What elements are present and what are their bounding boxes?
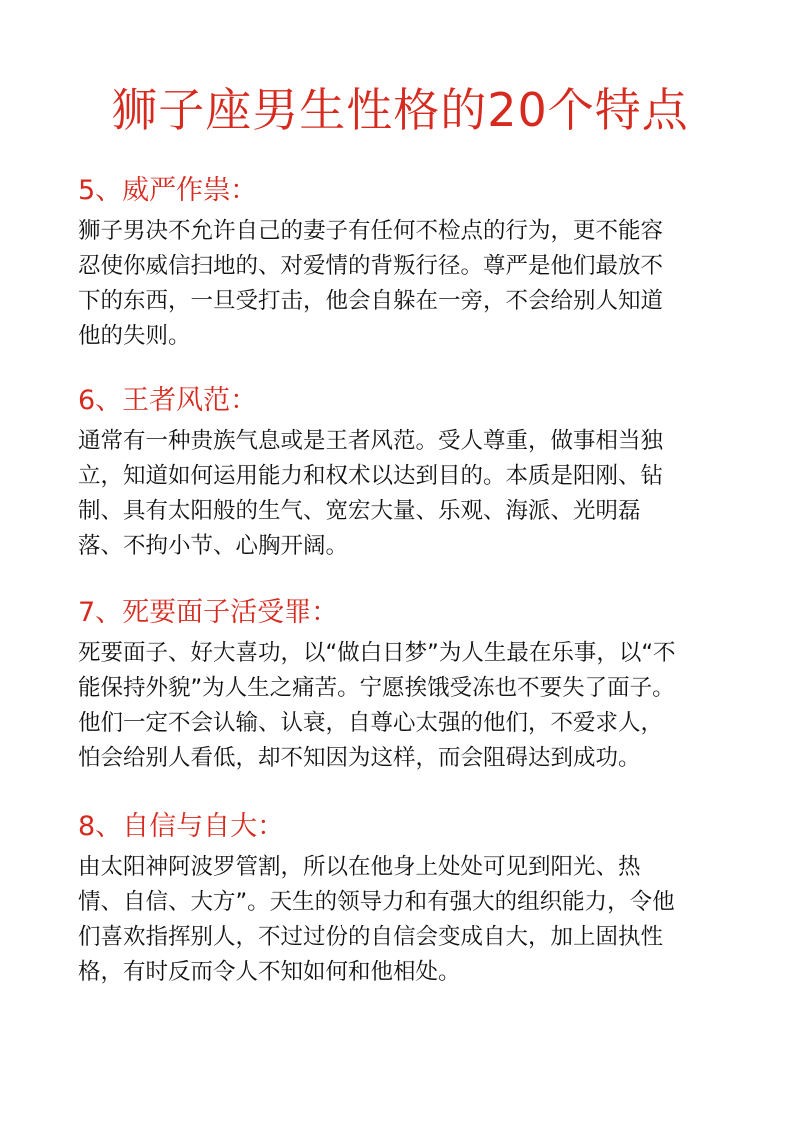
body-line: 落、不拘小节、心胸开阔。: [78, 533, 349, 559]
section-heading: 6、王者风范：: [78, 385, 258, 416]
body-line: 格，有时反而令人不知如何和他相处。: [78, 959, 461, 985]
body-line: 能保持外貌”为人生之痛苦。宁愿挨饿受冻也不要失了面子。: [78, 675, 675, 701]
section-6: [78, 384, 738, 564]
body-line: 下的东西，一旦受打击，他会自躲在一旁，不会给别人知道: [78, 288, 664, 314]
body-line: 他们一定不会认输、认衰，自尊心太强的他们，不爱求人，: [78, 710, 664, 736]
section-heading: 5、威严作祟：: [78, 175, 258, 206]
body-line: 他的失则。: [78, 323, 191, 349]
section-8: [78, 810, 738, 990]
section-7: [78, 596, 738, 776]
body-line: 们喜欢指挥别人，不过过份的自信会变成自大，加上固执性: [78, 924, 664, 950]
section-5: [78, 174, 738, 354]
body-line: 通常有一种贵族气息或是王者风范。受人尊重，做事相当独: [78, 428, 664, 454]
section-body: [78, 214, 738, 354]
body-line: 立，知道如何运用能力和权术以达到目的。本质是阳刚、钻: [78, 463, 664, 489]
section-heading: 8、自信与自大：: [78, 811, 285, 842]
body-line: 忍使你威信扫地的、对爱情的背叛行径。尊严是他们最放不: [78, 253, 664, 279]
body-line: 情、自信、大方”。天生的领导力和有强大的组织能力，令他: [78, 889, 675, 915]
body-line: 制、具有太阳般的生气、宽宏大量、乐观、海派、光明磊: [78, 498, 641, 524]
body-line: 死要面子、好大喜功，以“做白日梦”为人生最在乐事，以“不: [78, 640, 676, 666]
section-body: [78, 424, 738, 564]
body-line: 由太阳神阿波罗管割，所以在他身上处处可见到阳光、热: [78, 854, 641, 880]
body-line: 狮子男决不允许自己的妻子有任何不检点的行为，更不能容: [78, 218, 664, 244]
section-body: [78, 850, 738, 990]
section-body: [78, 636, 738, 776]
page-title: 狮子座男生性格的20个特点: [111, 83, 689, 137]
body-line: 怕会给别人看低，却不知因为这样，而会阻碍达到成功。: [78, 745, 641, 771]
section-heading: 7、死要面子活受罪：: [78, 597, 339, 628]
